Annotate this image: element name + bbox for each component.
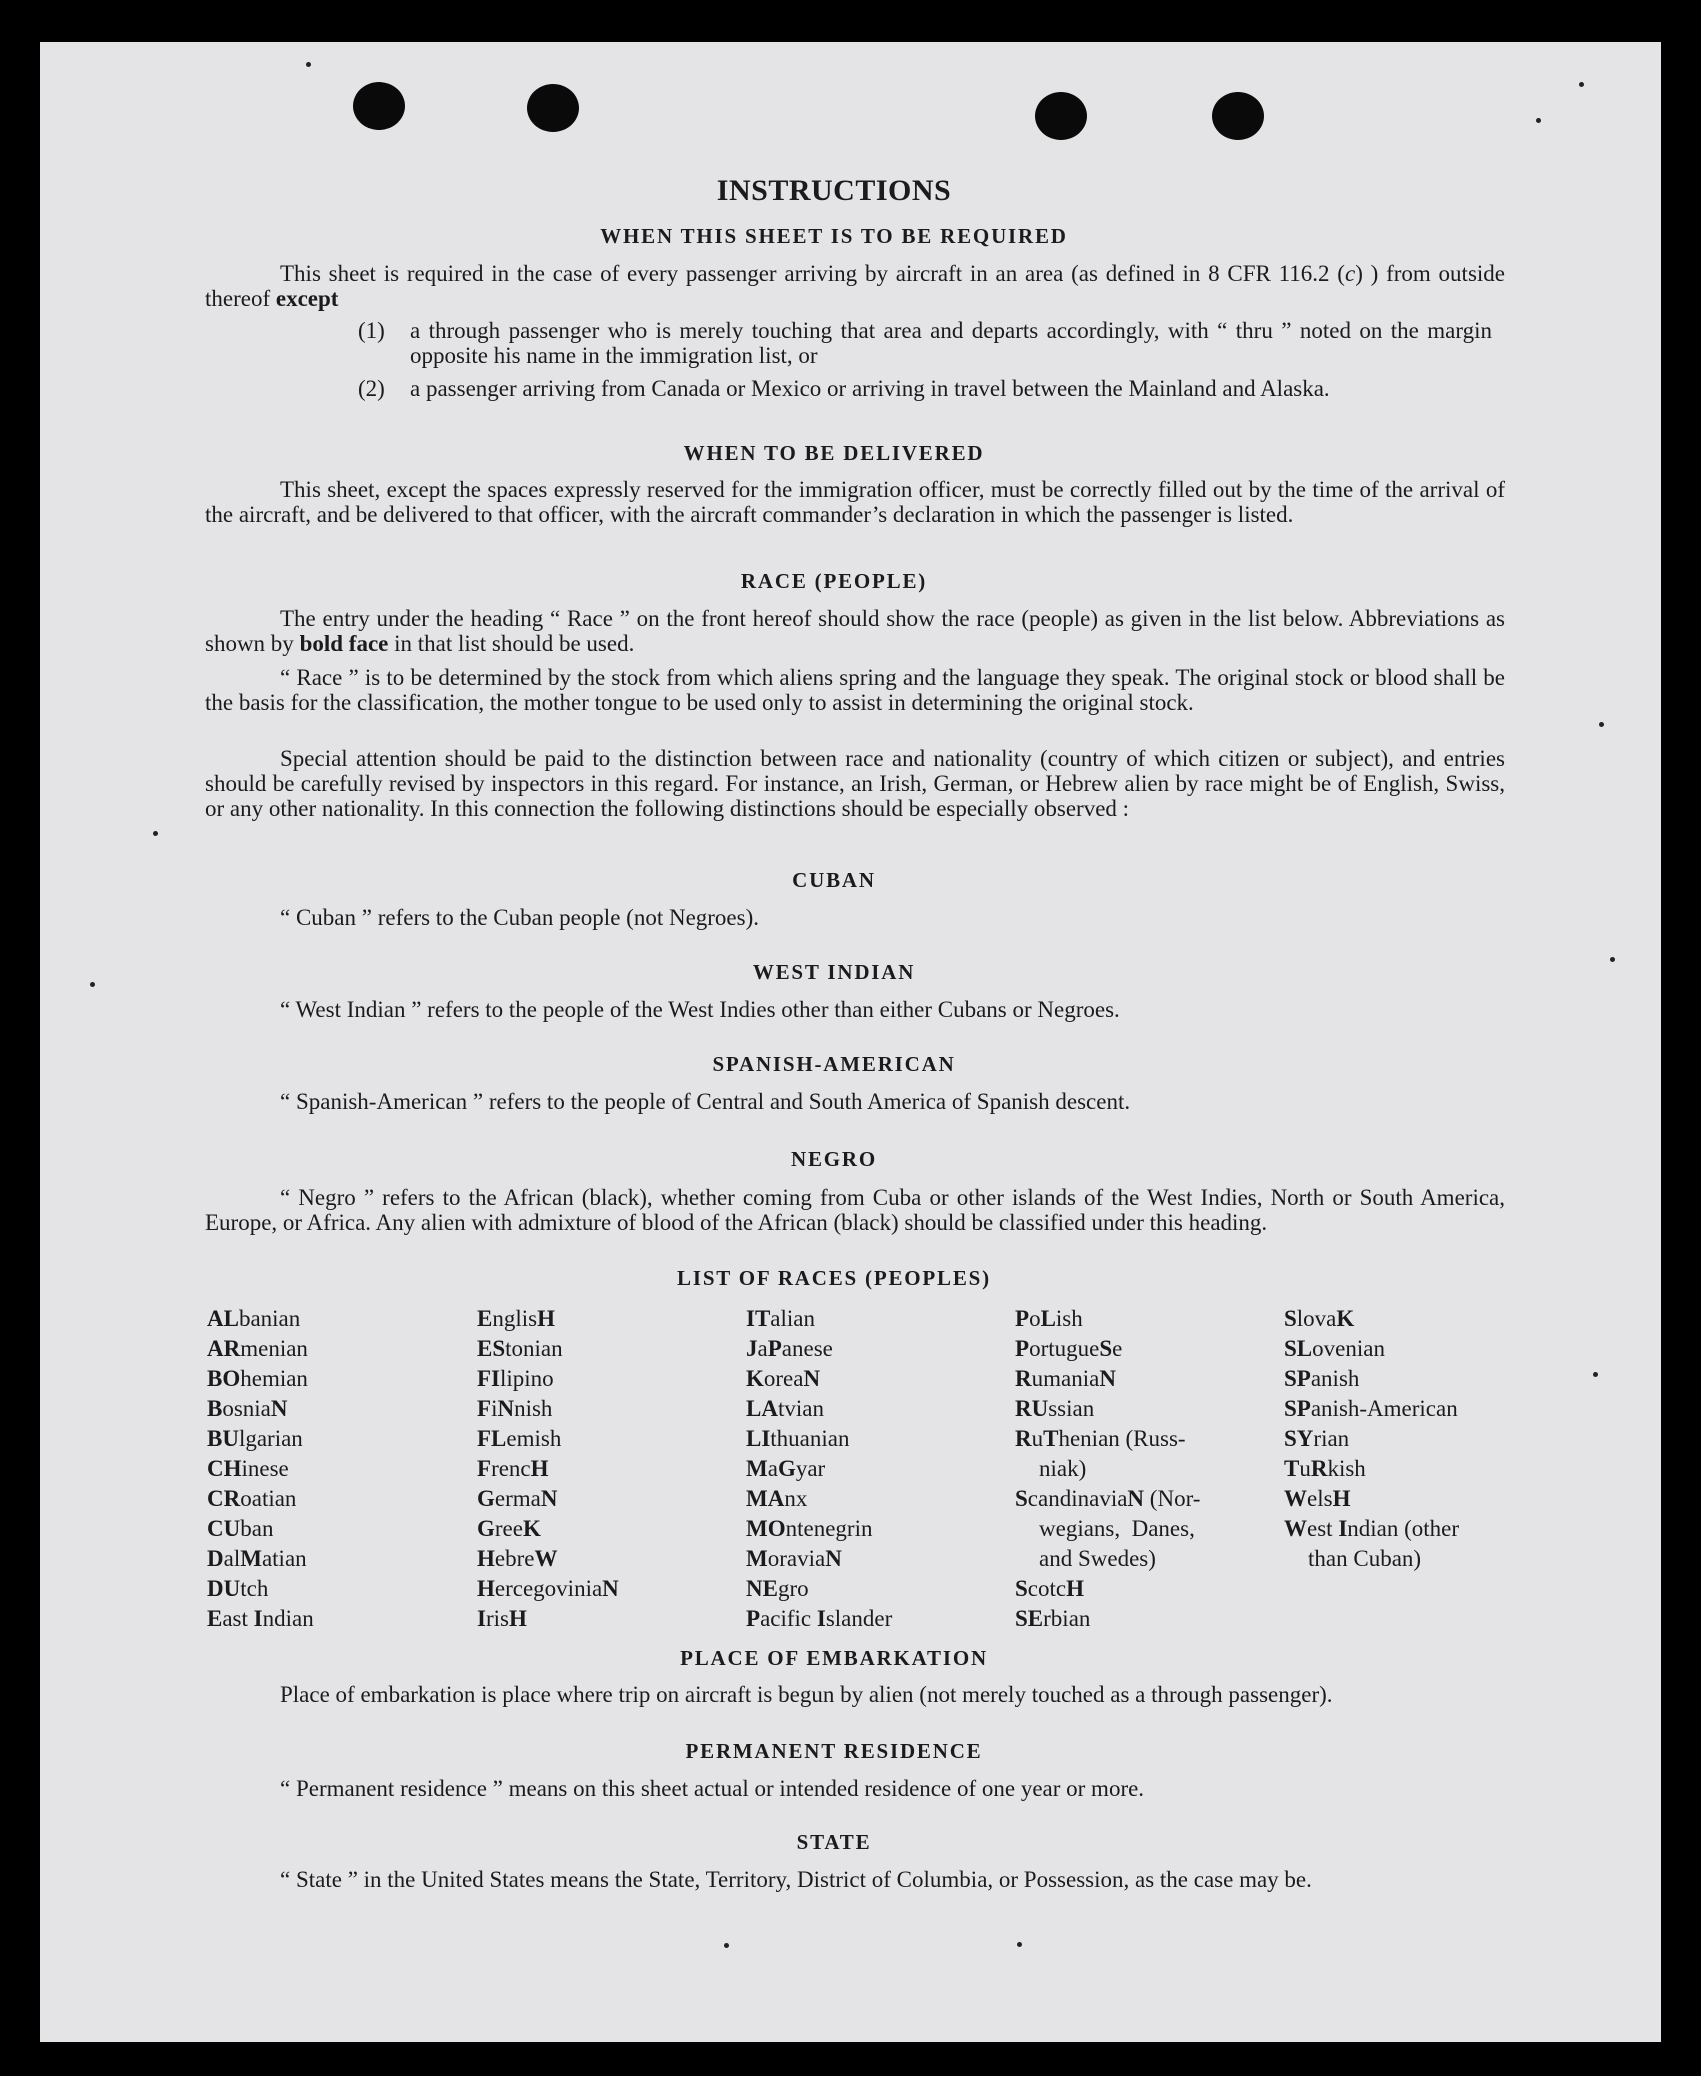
race-entry (1284, 1394, 1459, 1424)
race-name-part: lova (1296, 1306, 1337, 1331)
race-abbreviation: SL (1284, 1336, 1313, 1361)
race-abbreviation: P (1015, 1336, 1030, 1361)
race-abbreviation: W (1284, 1516, 1307, 1541)
race-abbreviation: R (1310, 1456, 1328, 1481)
race-abbreviation: BU (207, 1426, 239, 1451)
race-abbreviation: CU (207, 1516, 241, 1541)
race-column-5 (1284, 1304, 1459, 1574)
race-abbreviation: T (1284, 1456, 1300, 1481)
race-name-part: e (1112, 1336, 1123, 1361)
race-abbreviation: B (207, 1396, 223, 1421)
race-abbreviation: MO (746, 1516, 786, 1541)
race-abbreviation: K (1336, 1306, 1355, 1331)
race-name-part: wegians, Danes, (1039, 1516, 1195, 1541)
race-abbreviation: ES (477, 1336, 506, 1361)
race-abbreviation: N (270, 1396, 288, 1421)
speck (1599, 722, 1604, 727)
race-column-2 (477, 1304, 619, 1634)
race-abbreviation: W (534, 1546, 558, 1571)
punch-hole (1035, 92, 1087, 140)
speck (306, 62, 311, 67)
heading-state: STATE (796, 1830, 872, 1854)
race-name-part: u (1299, 1456, 1311, 1481)
speck (1579, 82, 1584, 87)
speck (90, 982, 95, 987)
race-abbreviation: SP (1284, 1396, 1311, 1421)
race-entry (207, 1544, 314, 1574)
race-entry (746, 1304, 892, 1334)
race-name-part: gro (777, 1576, 809, 1601)
race-entry (207, 1424, 314, 1454)
race-column-4 (1015, 1304, 1200, 1634)
race-entry (477, 1394, 619, 1424)
race-entry (1284, 1514, 1459, 1544)
race-abbreviation: F (477, 1396, 492, 1421)
heading-permanent-residence: PERMANENT RESIDENCE (685, 1739, 983, 1763)
race-name-part: slander (825, 1606, 893, 1631)
race-name-part: nish (514, 1396, 553, 1421)
speck (724, 1943, 729, 1948)
race-entry (1284, 1544, 1459, 1574)
race-abbreviation: N (1099, 1366, 1116, 1391)
race-entry (1284, 1424, 1459, 1454)
race-abbreviation: FL (477, 1426, 507, 1451)
race-entry (1015, 1364, 1200, 1394)
race-name-part: ndian (other (1347, 1516, 1460, 1541)
para-required-text-a: This sheet is required in the case of every passenger arriving by aircraft in an area (as defined in 8 CFR 116.2 ( (280, 261, 1345, 286)
race-abbreviation: K (746, 1366, 764, 1391)
race-abbreviation: R (1015, 1426, 1032, 1451)
race-abbreviation: BO (207, 1366, 241, 1391)
race-name-part: ssian (1048, 1396, 1095, 1421)
race-abbreviation: G (777, 1456, 796, 1481)
race-abbreviation: F (477, 1456, 492, 1481)
race-entry (746, 1544, 892, 1574)
race-entry (1284, 1304, 1459, 1334)
race-abbreviation: H (1332, 1486, 1351, 1511)
para-race-3: Special attention should be paid to the distinction between race and nationality (country of which citizen or subject), and entries should be carefully revised by inspectors in this regard. For instance, an Irish, German, or Hebrew alien by race might be of English, Swiss, or any other nationality. In this connection the following distinctions should be especially observed : (205, 746, 1505, 821)
race-abbreviation: T (1043, 1426, 1059, 1451)
para-required-bold: except (275, 286, 339, 311)
race-abbreviation: G (477, 1516, 495, 1541)
race-entry (1015, 1424, 1200, 1454)
race-name-part: than Cuban) (1308, 1546, 1422, 1571)
race-abbreviation: L (1040, 1306, 1056, 1331)
race-abbreviation: H (477, 1576, 495, 1601)
race-entry (1015, 1454, 1200, 1484)
race-name-part: ban (240, 1516, 274, 1541)
heading-spanish-american: SPANISH-AMERICAN (712, 1052, 956, 1076)
race-name-part: hemian (240, 1366, 308, 1391)
race-entry (207, 1484, 314, 1514)
race-name-part: atian (261, 1546, 307, 1571)
race-abbreviation: G (477, 1486, 495, 1511)
race-entry (1015, 1394, 1200, 1424)
race-name-part: banian (238, 1306, 301, 1331)
race-abbreviation: D (207, 1546, 224, 1571)
race-name-part: niak) (1039, 1456, 1087, 1481)
race-name-part: osnia (222, 1396, 271, 1421)
race-abbreviation: K (522, 1516, 541, 1541)
race-abbreviation: MA (746, 1486, 785, 1511)
race-name-part: emish (506, 1426, 562, 1451)
race-name-part: ris (485, 1606, 509, 1631)
race-name-part: cotc (1027, 1576, 1067, 1601)
race-name-part: lgarian (238, 1426, 303, 1451)
race-abbreviation: N (1127, 1486, 1145, 1511)
race-entry (1015, 1514, 1200, 1544)
race-entry (477, 1604, 619, 1634)
race-abbreviation: I (253, 1606, 263, 1631)
race-name-part: tonian (505, 1336, 563, 1361)
race-entry (746, 1394, 892, 1424)
heading-cuban: CUBAN (792, 868, 876, 892)
heading-when-required: WHEN THIS SHEET IS TO BE REQUIRED (600, 224, 1068, 248)
race-name-part: anish-American (1310, 1396, 1458, 1421)
race-name-part: est (1307, 1516, 1339, 1541)
race-abbreviation: AL (207, 1306, 239, 1331)
para-delivered: This sheet, except the spaces expressly reserved for the immigration officer, must be correctly filled out by the time of the arrival of the aircraft, and be delivered to that officer, with the aircraft commander’s declaration in which the passenger is listed. (205, 477, 1505, 527)
race-entry (746, 1574, 892, 1604)
para-required-text-b: ) ) from outside thereof (205, 261, 1506, 311)
race-entry (1015, 1304, 1200, 1334)
race-name-part: ebre (494, 1546, 535, 1571)
race-name-part: anish (1310, 1366, 1360, 1391)
race-name-part: renc (491, 1456, 531, 1481)
exception-number: (2) (358, 376, 385, 401)
race-abbreviation: P (767, 1336, 782, 1361)
race-abbreviation: H (1066, 1576, 1084, 1601)
race-entry (207, 1574, 314, 1604)
race-name-part: i (491, 1396, 498, 1421)
speck (1536, 118, 1541, 123)
race-name-part: tch (240, 1576, 269, 1601)
para-required-italic: c (1344, 261, 1356, 286)
race-abbreviation: I (816, 1606, 826, 1631)
race-abbreviation: DU (207, 1576, 241, 1601)
race-abbreviation: R (1015, 1366, 1032, 1391)
race-name-part: ovenian (1312, 1336, 1385, 1361)
para-race-1-bold: bold face (299, 631, 389, 656)
race-abbreviation: LA (746, 1396, 778, 1421)
race-abbreviation: P (1015, 1306, 1030, 1331)
page-title: INSTRUCTIONS (716, 174, 952, 207)
race-entry (1015, 1484, 1200, 1514)
race-name-part: oravia (767, 1546, 826, 1571)
race-name-part: ast (222, 1606, 254, 1631)
race-abbreviation: SP (1284, 1366, 1311, 1391)
race-name-part: ntenegrin (785, 1516, 873, 1541)
race-entry (746, 1364, 892, 1394)
race-entry (207, 1454, 314, 1484)
race-name-part: ndian (262, 1606, 314, 1631)
race-abbreviation: S (1099, 1336, 1113, 1361)
race-entry (207, 1514, 314, 1544)
race-name-part: kish (1327, 1456, 1366, 1481)
race-name-part: alian (770, 1306, 815, 1331)
race-abbreviation: FI (477, 1366, 500, 1391)
speck (1593, 1372, 1598, 1377)
heading-race: RACE (PEOPLE) (740, 569, 928, 593)
race-abbreviation: P (746, 1606, 761, 1631)
race-entry (1015, 1544, 1200, 1574)
race-abbreviation: CH (207, 1456, 242, 1481)
race-name-part: ree (494, 1516, 523, 1541)
para-negro: “ Negro ” refers to the African (black), whether coming from Cuba or other islands of the West Indies, North or South America, Europe, or Africa. Any alien with admixture of blood of the African (black) should be classified under this heading. (205, 1185, 1505, 1235)
exception-text: a through passenger who is merely touching that area and departs accordingly, with “ thru ” noted on the margin opposite his name in the immigration list, or (410, 318, 1492, 368)
race-abbreviation: NE (746, 1576, 778, 1601)
race-entry (1284, 1454, 1459, 1484)
race-entry (477, 1304, 619, 1334)
punch-hole (527, 84, 579, 132)
race-entry (207, 1334, 314, 1364)
race-entry (477, 1334, 619, 1364)
para-race-1-text-a: The entry under the heading “ Race ” on the front hereof should show the race (people) as given in the list below. Abbreviations as shown by (205, 606, 1505, 656)
race-name-part: inese (241, 1456, 289, 1481)
race-name-part: ercegovinia (494, 1576, 603, 1601)
race-abbreviation: H (477, 1546, 495, 1571)
para-race-1 (205, 606, 1505, 656)
race-abbreviation: I (1338, 1516, 1348, 1541)
para-race-2: “ Race ” is to be determined by the stock from which aliens spring and the language they speak. The original stock or blood shall be the basis for the classification, the mother tongue to be used only to assist in determining the original stock. (205, 665, 1505, 715)
race-name-part: orea (763, 1366, 804, 1391)
race-column-1 (207, 1304, 314, 1634)
race-name-part: henian (Russ- (1058, 1426, 1186, 1451)
race-abbreviation: N (540, 1486, 558, 1511)
race-abbreviation: H (508, 1606, 527, 1631)
race-abbreviation: N (497, 1396, 515, 1421)
race-entry (477, 1424, 619, 1454)
race-abbreviation: H (537, 1306, 555, 1331)
race-abbreviation: M (746, 1546, 768, 1571)
punch-hole (353, 82, 405, 130)
speck (153, 831, 158, 836)
race-entry (207, 1394, 314, 1424)
race-name-part: yar (795, 1456, 826, 1481)
race-abbreviation: I (477, 1606, 486, 1631)
race-name-part: u (1031, 1426, 1044, 1451)
heading-list-of-races: LIST OF RACES (PEOPLES) (677, 1266, 991, 1290)
race-name-part: acific (760, 1606, 817, 1631)
race-abbreviation: N (602, 1576, 619, 1601)
race-entry (746, 1424, 892, 1454)
race-entry (477, 1574, 619, 1604)
race-entry (746, 1334, 892, 1364)
punch-hole (1212, 92, 1264, 140)
race-abbreviation: H (530, 1456, 549, 1481)
race-entry (477, 1454, 619, 1484)
race-name-part: a (757, 1336, 768, 1361)
race-name-part: erma (494, 1486, 541, 1511)
para-west-indian: “ West Indian ” refers to the people of the West Indies other than either Cubans or Negroes. (280, 997, 1120, 1022)
race-name-part: tvian (777, 1396, 824, 1421)
para-cuban: “ Cuban ” refers to the Cuban people (not Negroes). (280, 905, 760, 930)
race-column-3 (746, 1304, 892, 1634)
race-name-part: al (223, 1546, 241, 1571)
race-abbreviation: S (1015, 1486, 1028, 1511)
race-name-part: rbian (1043, 1606, 1091, 1631)
race-entry (207, 1364, 314, 1394)
heading-negro: NEGRO (790, 1147, 877, 1171)
race-entry (1284, 1364, 1459, 1394)
race-abbreviation: E (207, 1606, 223, 1631)
race-abbreviation: SY (1284, 1426, 1314, 1451)
race-name-part: ish (1055, 1306, 1083, 1331)
race-abbreviation: N (803, 1366, 821, 1391)
para-race-1-text-b: in that list should be used. (388, 631, 635, 656)
race-name-part: nglis (492, 1306, 538, 1331)
race-abbreviation: M (240, 1546, 262, 1571)
race-name-part: els (1307, 1486, 1333, 1511)
race-name-part: a (767, 1456, 778, 1481)
heading-embarkation: PLACE OF EMBARKATION (680, 1646, 988, 1670)
race-abbreviation: M (746, 1456, 768, 1481)
race-name-part: anese (781, 1336, 833, 1361)
exception-text: a passenger arriving from Canada or Mexico or arriving in travel between the Mainland and Alaska. (410, 376, 1330, 401)
race-entry (477, 1484, 619, 1514)
race-name-part: menian (240, 1336, 308, 1361)
race-abbreviation: IT (746, 1306, 771, 1331)
race-name-part: thuanian (770, 1426, 850, 1451)
race-entry (746, 1454, 892, 1484)
exception-number: (1) (358, 318, 385, 343)
race-entry (477, 1364, 619, 1394)
race-entry (1015, 1334, 1200, 1364)
race-name-part: rian (1313, 1426, 1350, 1451)
speck (1017, 1942, 1022, 1947)
para-spanish-american: “ Spanish-American ” refers to the people of Central and South America of Spanish descent. (280, 1089, 1131, 1114)
para-embarkation: Place of embarkation is place where trip on aircraft is begun by alien (not merely touched as a through passenger). (280, 1682, 1333, 1707)
race-abbreviation: RU (1015, 1396, 1049, 1421)
race-name-part: and Swedes) (1039, 1546, 1156, 1571)
race-abbreviation: E (477, 1306, 493, 1331)
race-entry (207, 1304, 314, 1334)
race-name-part: lipino (500, 1366, 554, 1391)
race-abbreviation: S (1284, 1306, 1297, 1331)
para-state: “ State ” in the United States means the State, Territory, District of Columbia, or Possession, as the case may be. (280, 1867, 1312, 1892)
race-entry (746, 1514, 892, 1544)
race-name-part: oatian (240, 1486, 297, 1511)
race-abbreviation: CR (207, 1486, 241, 1511)
race-name-part: umania (1031, 1366, 1100, 1391)
race-name-part: candinavia (1027, 1486, 1128, 1511)
race-abbreviation: S (1015, 1576, 1028, 1601)
race-abbreviation: SE (1015, 1606, 1044, 1631)
race-entry (207, 1604, 314, 1634)
race-entry (1015, 1574, 1200, 1604)
race-name-part: ortugue (1029, 1336, 1100, 1361)
race-name-part: (Nor- (1144, 1486, 1201, 1511)
heading-when-delivered: WHEN TO BE DELIVERED (683, 441, 985, 465)
para-permanent-residence: “ Permanent residence ” means on this sheet actual or intended residence of one year or more. (280, 1776, 1145, 1801)
race-entry (1284, 1484, 1459, 1514)
race-name-part: o (1029, 1306, 1041, 1331)
race-entry (1015, 1604, 1200, 1634)
heading-west-indian: WEST INDIAN (752, 960, 916, 984)
race-abbreviation: LI (746, 1426, 771, 1451)
race-name-part: nx (784, 1486, 808, 1511)
race-entry (746, 1484, 892, 1514)
para-required (205, 261, 1505, 311)
race-abbreviation: W (1284, 1486, 1307, 1511)
race-abbreviation: AR (207, 1336, 241, 1361)
race-entry (477, 1514, 619, 1544)
speck (1610, 957, 1615, 962)
race-entry (477, 1544, 619, 1574)
race-entry (1284, 1334, 1459, 1364)
race-entry (746, 1604, 892, 1634)
race-abbreviation: N (825, 1546, 842, 1571)
race-abbreviation: J (746, 1336, 758, 1361)
